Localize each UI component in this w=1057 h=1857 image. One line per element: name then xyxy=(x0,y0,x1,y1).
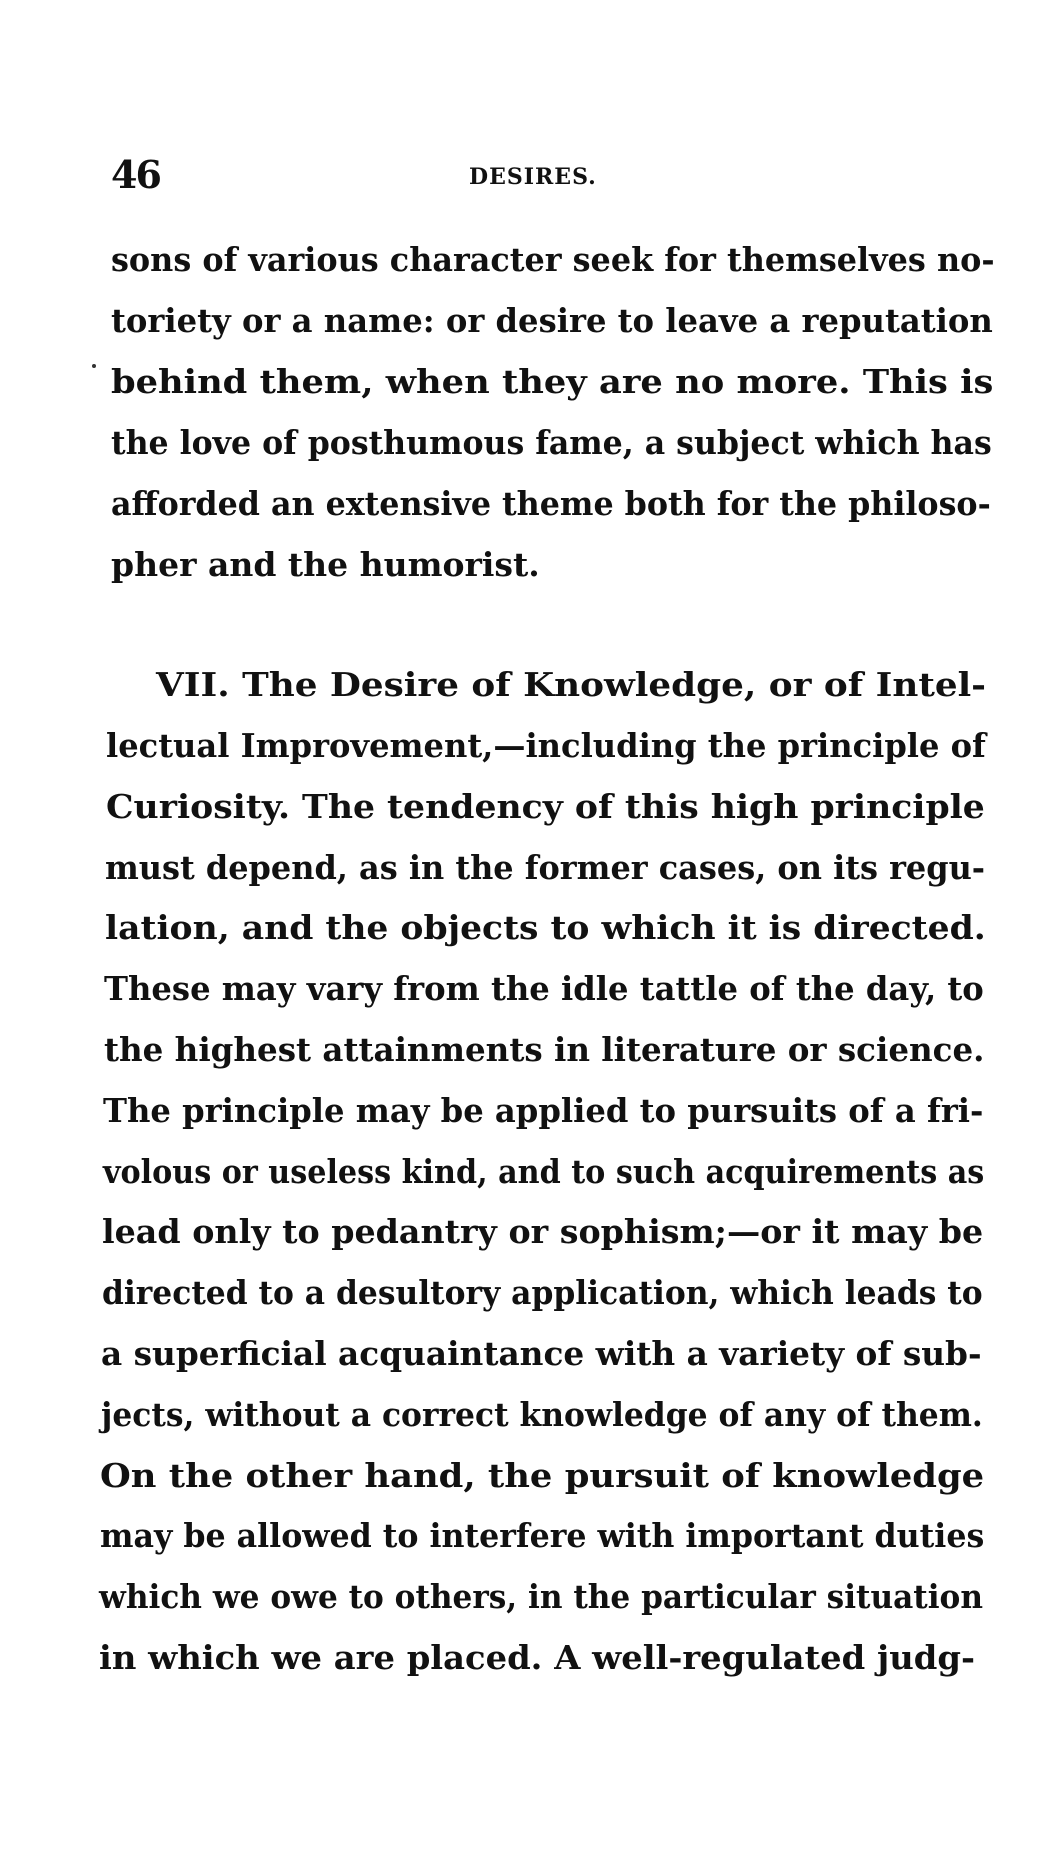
text-line: jects, without a correct knowledge of any of them. xyxy=(101,1395,983,1434)
print-speck xyxy=(92,364,96,368)
text-line: pher and the humorist. xyxy=(111,545,540,584)
text-line: The principle may be applied to pursuits of a fri- xyxy=(103,1091,984,1130)
page-number: 46 xyxy=(111,152,160,197)
text-line: These may vary from the idle tattle of the day, to xyxy=(104,969,984,1008)
text-line: directed to a desultory application, which leads to xyxy=(102,1273,983,1312)
text-line: may be allowed to interfere with important duties xyxy=(100,1516,985,1555)
text-line: toriety or a name: or desire to leave a reputation xyxy=(111,301,993,340)
page-header xyxy=(111,150,981,200)
text-line: sons of various character seek for themselves no- xyxy=(111,240,995,279)
text-line: afforded an extensive theme both for the philoso- xyxy=(111,484,991,523)
text-line: On the other hand, the pursuit of knowledge xyxy=(100,1456,985,1495)
text-line: the highest attainments in literature or science. xyxy=(104,1030,985,1069)
text-line: a superficial acquaintance with a variety of sub- xyxy=(101,1334,982,1373)
text-line: in which we are placed. A well-regulated judg- xyxy=(99,1638,976,1677)
text-line: the love of posthumous fame, a subject which has xyxy=(111,423,992,462)
text-line: must depend, as in the former cases, on its regu- xyxy=(105,848,986,887)
text-line: VII. The Desire of Knowledge, or of Intel- xyxy=(156,665,987,704)
text-line: behind them, when they are no more. This is xyxy=(111,362,994,401)
text-line: lectual Improvement,—including the principle of xyxy=(106,726,986,765)
text-line: lation, and the objects to which it is directed. xyxy=(105,908,986,947)
running-head: DESIRES. xyxy=(469,164,597,190)
text-line: which we owe to others, in the particular situation xyxy=(99,1577,983,1616)
text-line: lead only to pedantry or sophism;—or it may be xyxy=(102,1212,984,1251)
text-line: volous or useless kind, and to such acquirements as xyxy=(103,1152,985,1191)
text-line: Curiosity. The tendency of this high principle xyxy=(106,787,985,826)
